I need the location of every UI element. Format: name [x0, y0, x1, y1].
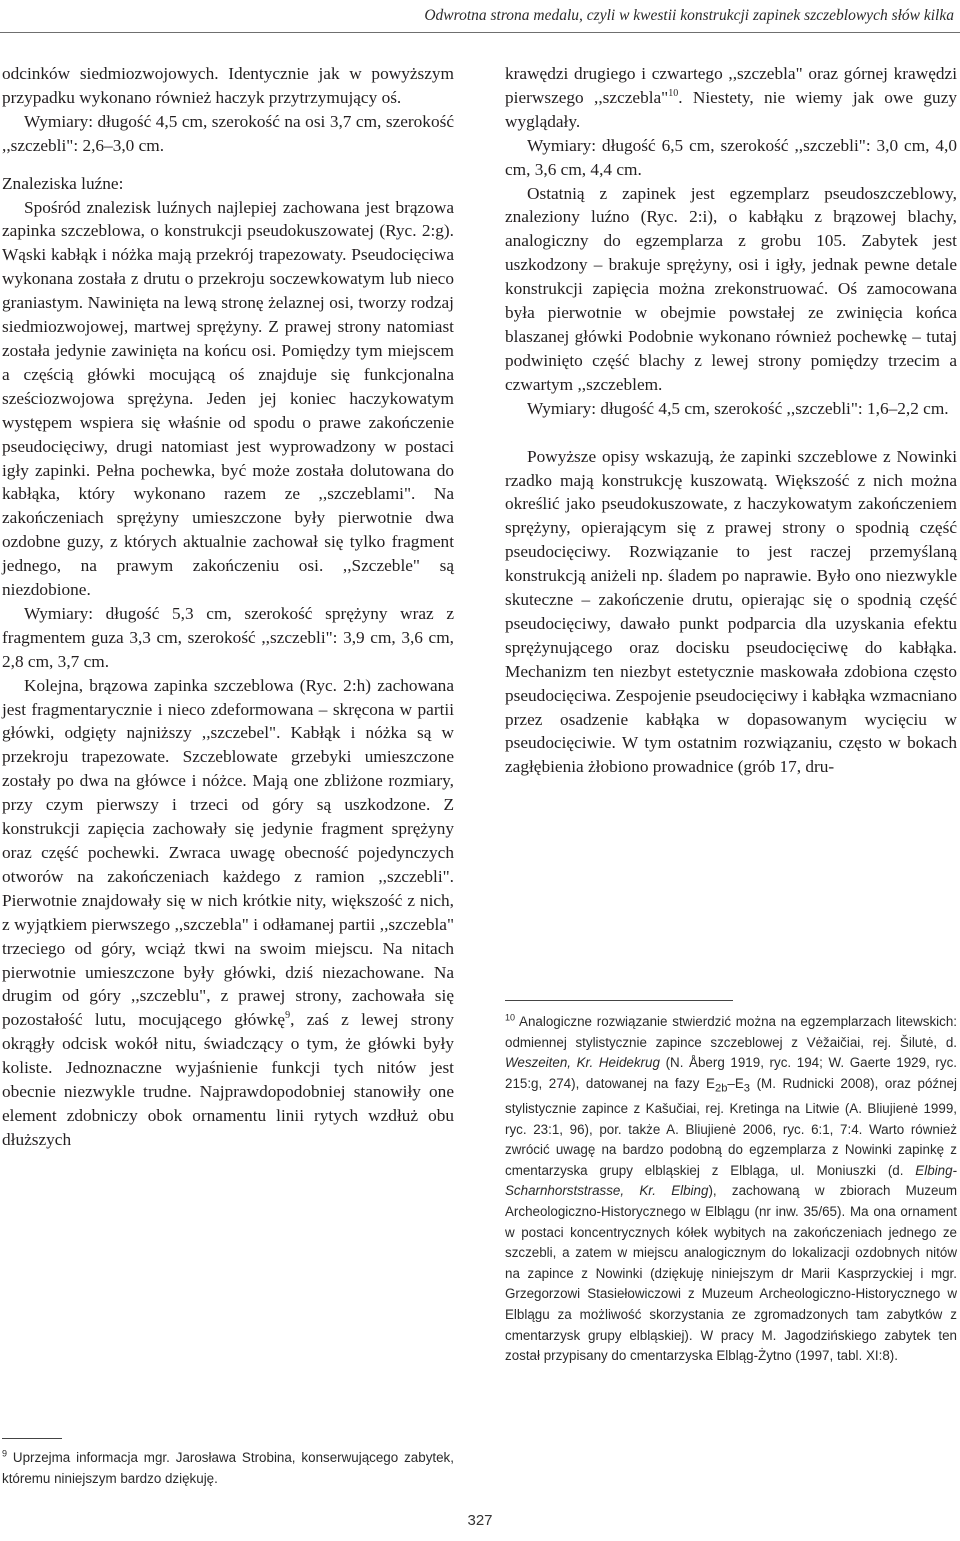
- left-paragraph-dimensions-2: Wymiary: długość 5,3 cm, szerokość sprężyny wraz z fragmentem guza 3,3 cm, szerokość ,,szczebli": 3,9 cm, 3,6 cm, 2,8 cm, 3,7 cm.: [2, 603, 454, 671]
- footnote-rule-left: [2, 1438, 62, 1439]
- footnote-9: [2, 1448, 454, 1489]
- footnote-ref-9: 9: [285, 1010, 291, 1022]
- footnote-10: [505, 1012, 957, 1367]
- footnote-italic-place-2: Elbing-Scharnhorststrasse, Kr. Elbing: [505, 1162, 957, 1199]
- left-paragraph-dimensions-1: Wymiary: długość 4,5 cm, szerokość na osi 3,7 cm, szerokość ,,szczebli": 2,6–3,0 cm.: [2, 111, 454, 155]
- footnote-ref-10: 10: [668, 88, 679, 100]
- right-paragraph-brooch-i: Ostatnią z zapinek jest egzemplarz pseudoszczeblowy, znaleziony luźno (Ryc. 2:i), o kabłąku z brązowej blachy, analogiczny do egzemplarza z grobu 105. Zabytek jest uszkodzony – brakuje sprężyny, osi i igły, jednak pewne detale konstrukcji zapięcia można zrekonstruować. Oś zamocowana była pierwotnie w obejmie powstałej ze zwinięcia końca blaszanej główki Podobnie wykonano również pochewkę – tutaj podwinięto część blachy z lewej strony pomiędzy trzecim a czwartym ,,szczeblem.: [505, 183, 957, 394]
- footnote-text-d: (M. Rudnicki 2008), oraz późnej stylistycznie zapince z Kašučiai, rej. Kretinga na Litwie (A. Bliujienė 1999, ryc. 23:1, 96), por. także A. Bliujienė 2006, ryc. 6:1, 7:4. Warto również zwrócić uwagę na bardzo podobną do egzemplarza z Nowinki zapinkę z cmentarzyska grupy elbląskiej z Elbląga, ul. Moniuszki (d.: [505, 1075, 957, 1178]
- page-number: 327: [467, 1512, 493, 1529]
- left-column: [2, 62, 454, 1152]
- right-paragraph-dimensions-1: Wymiary: długość 6,5 cm, szerokość ,,szczebli": 3,0 cm, 4,0 cm, 3,6 cm, 4,4 cm.: [505, 135, 957, 179]
- left-paragraph-1: odcinków siedmiozwojowych. Identycznie jak w powyższym przypadku wykonano również haczyk przytrzymujący oś.: [2, 64, 454, 107]
- right-paragraph-conclusion: Powyższe opisy wskazują, że zapinki szczeblowe z Nowinki rzadko mają konstrukcję kuszowatą. Większość z nich można określić jako pseudokuszowate, z haczykowatym zakończeniem sprężyny, opierającym się z prawej strony o spodnią część pseudocięciwy. Rozwiązanie to jest raczej przemyślaną konstrukcją aniżeli np. śladem po naprawie. Było ono niezwykle skuteczne – zakończenie drutu, opierając się o spodnią część pseudocięciwy, dawało punkt podparcia dla uzyskania efektu sprężynującego oraz docisku pseudocięciwę do kabłąka. Mechanizm ten niezbyt estetycznie maskowała zdobiona często pseudocięciwa. Zespojenie pseudocięciwy i kabłąka wzmacniano przez osadzenie kabłąka w dopasowanym wycięciu w pseudocięciwie. W tym ostatnim rozwiązaniu, często w bokach zagłębienia żłobiono prowadnice (grób 17, dru-: [505, 446, 958, 777]
- brooch-h-text-a: Kolejna, brązowa zapinka szczeblowa (Ryc. 2:h) zachowana jest fragmentarycznie i nieco zdeformowana – skręcona w partii główki, odgięty najniższy ,,szczebel". Kabłąk i nóżka są w przekroju trapezowate. Szczeblowate grzebyki umieszczone zostały po dwa na główce i nóżce. Mają one zbliżone rozmiary, przy czym pierwszy i trzeci od góry są uszkodzone. Z konstrukcji zapięcia zachowały się jedynie fragment sprężyny oraz część pochewki. Zwraca uwagę obecność pojedynczych otworów na zakończeniach każdego z ramion ,,szczebli". Pierwotnie znajdowały się w nich krótkie nity, większość z nich, z wyjątkiem pierwszego ,,szczebla" i odłamanej partii ,,szczebla" trzeciego od góry, wciąż tkwi na swoim miejscu. Na nitach pierwotnie umieszczone były główki, dziś niezachowane. Na drugim od góry ,,szczeblu", z prawej strony, zachowała się pozostałość lutu, mocującego główkę: [2, 675, 454, 1030]
- footnote-rule-right: [505, 1000, 733, 1001]
- header-rule: [0, 32, 960, 33]
- footnote-sub-2: 3: [743, 1082, 751, 1095]
- left-paragraph-brooch-h: [2, 674, 454, 1152]
- right-paragraph-dimensions-2: Wymiary: długość 4,5 cm, szerokość ,,szczebli": 1,6–2,2 cm.: [527, 398, 949, 418]
- right-column: [505, 62, 957, 779]
- footnote-number: 9: [2, 1448, 8, 1459]
- right-paragraph-1: [505, 62, 957, 134]
- left-paragraph-loose-finds: Spośród znalezisk luźnych najlepiej zachowana jest brązowa zapinka szczeblowa, o konstrukcji pseudokuszowatej (Ryc. 2:g). Wąski kabłąk i nóżka mają przekrój trapezowaty. Pseudocięciwa wykonana została z drutu o przekroju soczewkowatym lub nieco graniastym. Nawinięta na lewą stronę żelaznej osi, tworzy rodzaj siedmiozwojowej, martwej sprężyny. Z prawej strony natomiast została jedynie zawinięta na końcu osi. Pomiędzy tym miejscem a częścią główki mocującą oś znajduje się funkcjonalna sześciozwojowa sprężyna. Jeden jej koniec haczykowatym występem wspiera się właśnie od spodu o prawe zakończenie pseudocięciwy, drugi natomiast jest wyprowadzony w postaci igły zapinki. Pełna pochewka, być może została dolutowana do kabłąka, który wykonano razem ze ,,szczeblami". Na zakończeniach sprężyny umieszczone były pierwotnie dwa ozdobne guzy, z których aktualnie zachował się tylko fragment jednego, na prawym zakończeniu osi. ,,Szczeble" są niezdobione.: [2, 197, 454, 600]
- footnote-number: 10: [505, 1012, 516, 1023]
- footnote-text-a: Analogiczne rozwiązanie stwierdzić można na egzemplarzach litewskich: odmiennej stylistycznie zapince szczeblowej z Vėžaičiai, rej. Šilutė, d.: [505, 1014, 957, 1050]
- brooch-h-text-b: , zaś z lewej strony okrągły odcisk wokół nitu, świadczący o tym, że główki były koliste. Jednoznaczne wyjaśnienie funkcji tych nitów jest obecnie niezwykle trudne. Najprawdopodobniej stanowiły one element zdobniczy obok ornamentu linii rytych wzdłuż obu dłuższych: [2, 1010, 455, 1149]
- running-header: [0, 0, 960, 32]
- footnote-sub-1: 2b: [714, 1082, 728, 1095]
- spacer: [2, 158, 454, 172]
- footnote-text: Uprzejma informacja mgr. Jarosława Strobina, konserwującego zabytek, któremu niniejszym bardzo dziękuję.: [2, 1450, 454, 1486]
- section-heading-loose-finds: Znaleziska luźne:: [2, 173, 124, 193]
- right-p1-text-a: krawędzi drugiego i czwartego ,,szczebla" oraz górnej krawędzi pierwszego ,,szczebla": [505, 64, 957, 107]
- running-title: Odwrotna strona medalu, czyli w kwestii konstrukcji zapinek szczeblowych słów kilka: [424, 7, 954, 24]
- footnote-text-f: ), zachowaną w zbiorach Muzeum Archeologiczno-Historycznego w Elblągu (nr inw. 35/65). Ma ona ornament w postaci koncentrycznych kółek wybitych na zakończeniach jednego ze szczebli, a zatem w miejscu analogicznym do lokalizacji ozdobnych nitów na zapince z Nowinki (dziękuję niniejszym dr Marii Kasprzyckiej i mgr. Grzegorzowi Stasiełowiczowi z Muzeum Archeologiczno-Historycznego w Elblągu za możliwość skorzystania ze zgromadzonych tam zabytków z cmentarzysk grupy elbląskiej). W pracy M. Jagodzińskiego zabytek ten został przypisany do cmentarzyska Elbląg-Żytno (1997, tabl. XI:8).: [505, 1183, 958, 1364]
- footnote-italic-place-1: Weszeiten, Kr. Heidekrug: [505, 1055, 660, 1071]
- footnote-text-c: –E: [727, 1075, 744, 1091]
- right-p1-text-b: . Niestety, nie wiemy jak owe guzy wyglądały.: [505, 87, 958, 131]
- footnote-text-b: (N. Åberg 1919, ryc. 194; W. Gaerte 1929, ryc. 215:g, 274), datowanej na fazy E: [505, 1055, 957, 1091]
- spacer: [505, 421, 957, 445]
